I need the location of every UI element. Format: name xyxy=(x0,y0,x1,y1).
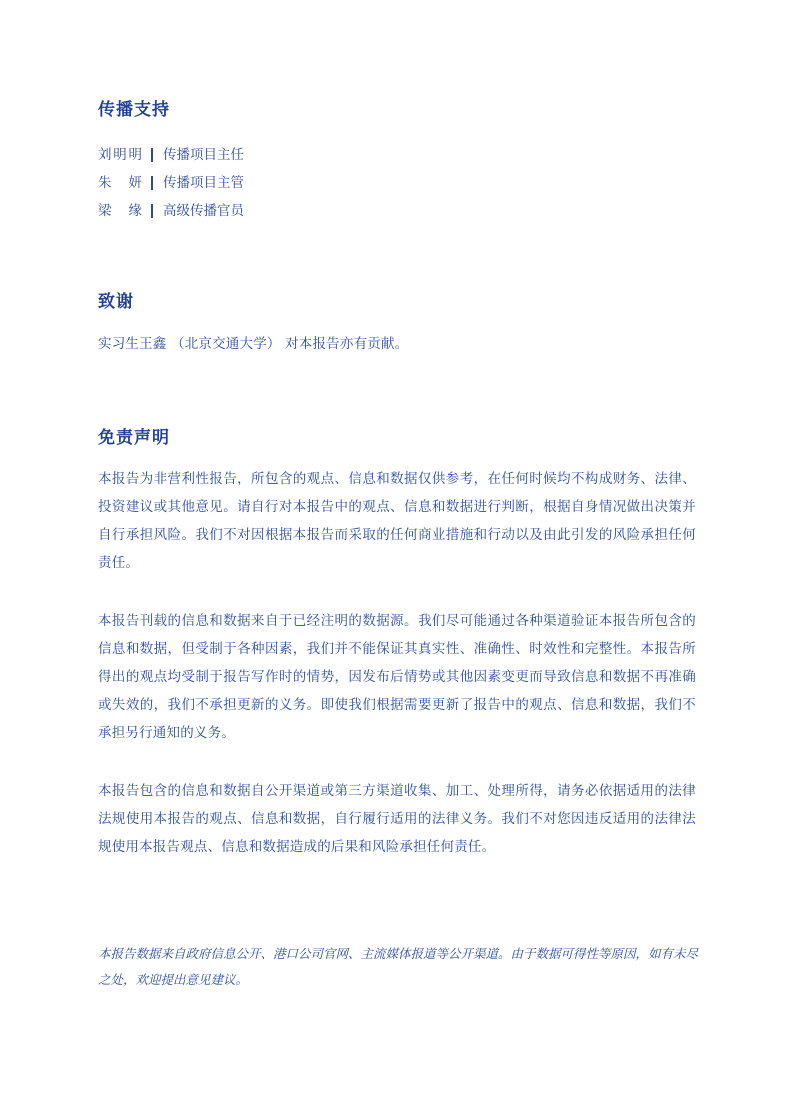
disclaimer-paragraph: 本报告为非营利性报告，所包含的观点、信息和数据仅供参考，在任何时候均不构成财务、法律、投资建议或其他意见。请自行对本报告中的观点、信息和数据进行判断，根据自身情况做出决策并自行承担风险。我们不对因根据本报告而采取的任何商业措施和行动以及由此引发的风险承担任何责任。 xyxy=(98,471,696,571)
staff-row xyxy=(98,141,244,169)
staff-name: 刘明明 xyxy=(98,147,142,163)
source-note: 本报告数据来自政府信息公开、港口公司官网、主流媒体报道等公开渠道。由于数据可得性等原因，如有未尽之处，欢迎提出意见建议。 xyxy=(98,946,699,987)
acknowledgements-text: 实习生王鑫 （北京交通大学） 对本报告亦有贡献。 xyxy=(98,336,409,352)
separator-bar xyxy=(151,204,153,218)
staff-role: 传播项目主管 xyxy=(163,175,244,191)
staff-list xyxy=(98,141,244,225)
separator-bar xyxy=(151,176,153,190)
disclaimer-paragraph: 本报告包含的信息和数据自公开渠道或第三方渠道收集、加工、处理所得，请务必依据适用的法律法规使用本报告的观点、信息和数据，自行履行适用的法律义务。我们不对您因违反适用的法律法规使用本报告观点、信息和数据造成的后果和风险承担任何责任。 xyxy=(98,783,696,855)
staff-row xyxy=(98,169,244,197)
acknowledgements-heading: 致谢 xyxy=(98,292,134,312)
disclaimer-heading: 免责声明 xyxy=(98,428,170,448)
separator-bar xyxy=(151,148,153,162)
disclaimer-paragraph: 本报告刊载的信息和数据来自于已经注明的数据源。我们尽可能通过各种渠道验证本报告所包含的信息和数据，但受制于各种因素，我们并不能保证其真实性、准确性、时效性和完整性。本报告所得出的观点均受制于报告写作时的情势，因发布后情势或其他因素变更而导致信息和数据不再准确或失效的，我们不承担更新的义务。即使我们根据需要更新了报告中的观点、信息和数据，我们不承担另行通知的义务。 xyxy=(98,613,696,741)
staff-role: 高级传播官员 xyxy=(163,203,244,219)
staff-row xyxy=(98,197,244,225)
staff-name: 梁 缘 xyxy=(98,203,142,219)
dissemination-heading: 传播支持 xyxy=(98,100,170,120)
staff-name: 朱 妍 xyxy=(98,175,142,191)
staff-role: 传播项目主任 xyxy=(163,147,244,163)
